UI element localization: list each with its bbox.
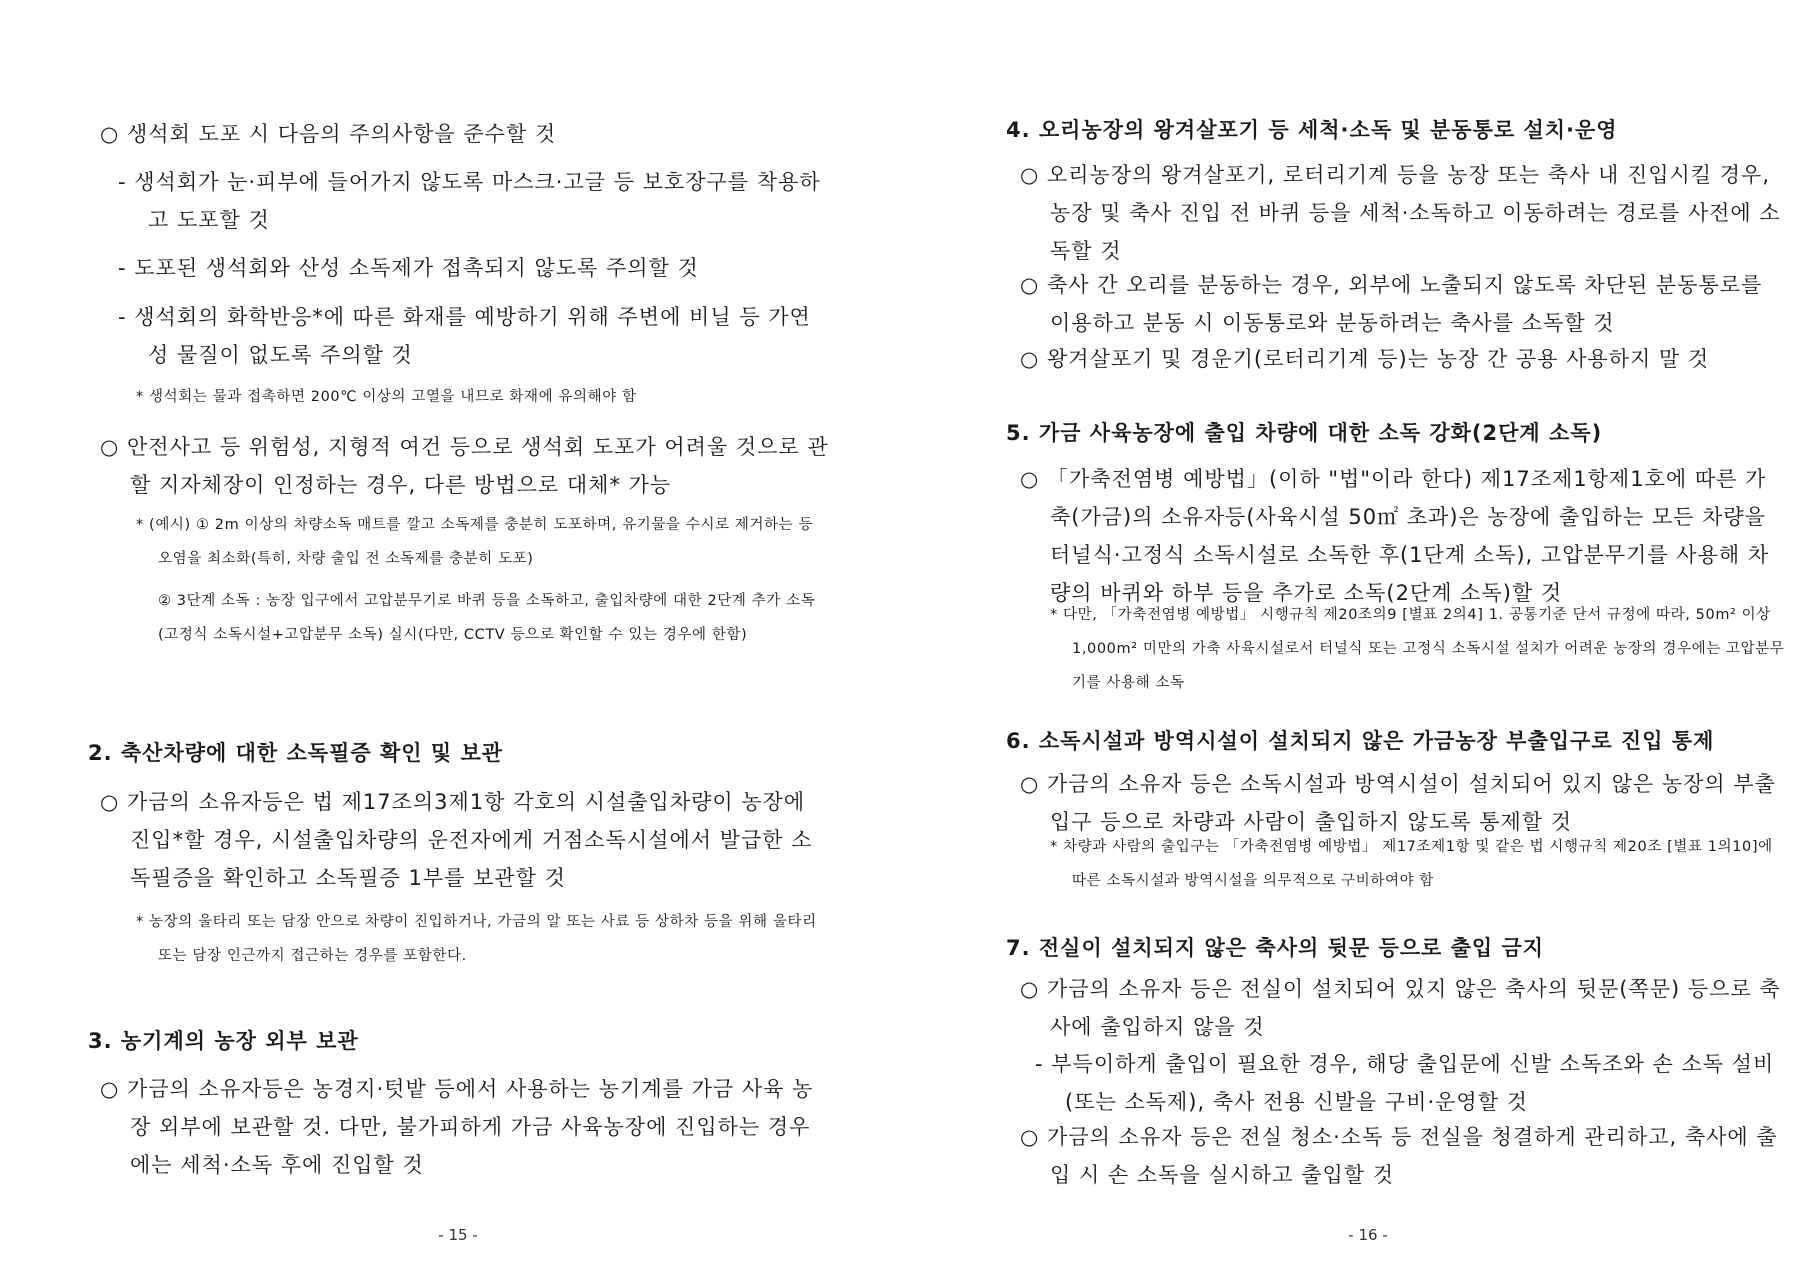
section-7-item-1: ○ 가금의 소유자 등은 전실이 설치되어 있지 않은 축사의 뒷문(쪽문) 등으로 축사에 출입하지 않을 것 [1020,977,1781,1039]
section-6-footnote: * 차량과 사람의 출입구는 「가축전염병 예방법」 제17조제1항 및 같은 법 시행규칙 제20조 [별표 1의10]에 따른 소독시설과 방역시설을 의무적으로 구비하여야 함 [1050,839,1773,889]
lime-caution-item-3: - 생석회의 화학반응*에 따른 화재를 예방하기 위해 주변에 비닐 등 가연성 물질이 없도록 주의할 것 [118,305,811,367]
lime-caution-item-1: - 생석회가 눈·피부에 들어가지 않도록 마스크·고글 등 보호장구를 착용하고 도포할 것 [118,170,821,232]
section-3-heading: 3. 농기계의 농장 외부 보관 [88,1029,359,1053]
alternative-footnote-2: ② 3단계 소독 : 농장 입구에서 고압분무기로 바퀴 등을 소독하고, 출입차량에 대한 2단계 추가 소독(고정식 소독시설+고압분무 소독) 실시(다만, CCTV 등으로 확인할 수 있는 경우에 한함) [158,593,816,643]
section-2-text: ○ 가금의 소유자등은 법 제17조의3제1항 각호의 시설출입차량이 농장에 진입*할 경우, 시설출입차량의 운전자에게 거점소독시설에서 발급한 소독필증을 확인하고 소독필증 1부를 보관할 것 [100,790,813,890]
section-5-footnote: * 다만, 「가축전염병 예방법」 시행규칙 제20조의9 [별표 2의4] 1. 공통기준 단서 규정에 따라, 50m² 이상 1,000m² 미만의 가축 사육시설로서 터널식 또는 고정식 소독시설 설치가 어려운 농장의 경우에는 고압분무기를 사용해 소독 [1050,607,1785,691]
section-4-item-1: ○ 오리농장의 왕겨살포기, 로터리기계 등을 농장 또는 축사 내 진입시킬 경우, 농장 및 축사 진입 전 바퀴 등을 세척·소독하고 이동하려는 경로를 사전에 소독할 것 [1020,163,1781,263]
section-4-heading: 4. 오리농장의 왕겨살포기 등 세척·소독 및 분동통로 설치·운영 [1006,118,1618,142]
lime-caution-item-2: - 도포된 생석회와 산성 소독제가 접촉되지 않도록 주의할 것 [118,256,699,280]
section-2-footnote: * 농장의 울타리 또는 담장 안으로 차량이 진입하거나, 가금의 알 또는 사료 등 상하차 등을 위해 울타리 또는 담장 인근까지 접근하는 경우를 포함한다. [136,914,817,964]
lime-footnote: * 생석회는 물과 접촉하면 200℃ 이상의 고열을 내므로 화재에 유의해야 함 [136,389,637,405]
section-5-heading: 5. 가금 사육농장에 출입 차량에 대한 소독 강화(2단계 소독) [1006,421,1603,445]
page-number-16: - 16 - [1348,1226,1388,1244]
section-6-text: ○ 가금의 소유자 등은 소독시설과 방역시설이 설치되어 있지 않은 농장의 부출입구 등으로 차량과 사람이 출입하지 않도록 통제할 것 [1020,772,1776,834]
section-4-item-2: ○ 축사 간 오리를 분동하는 경우, 외부에 노출되지 않도록 차단된 분동통로를 이용하고 분동 시 이동통로와 분동하려는 축사를 소독할 것 [1020,273,1763,335]
alternative-method-text: ○ 안전사고 등 위험성, 지형적 여건 등으로 생석회 도포가 어려울 것으로 관할 지자체장이 인정하는 경우, 다른 방법으로 대체* 가능 [100,435,829,497]
section-3-text: ○ 가금의 소유자등은 농경지·텃밭 등에서 사용하는 농기계를 가금 사육 농장 외부에 보관할 것. 다만, 불가피하게 가금 사육농장에 진입하는 경우에는 세척·소독 후에 진입할 것 [100,1077,814,1177]
section-5-text: ○ 「가축전염병 예방법」(이하 "법"이라 한다) 제17조제1항제1호에 따른 가축(가금)의 소유자등(사육시설 50㎡ 초과)은 농장에 출입하는 모든 차량을 터널식·고정식 소독시설로 소독한 후(1단계 소독), 고압분무기를 사용해 차량의 바퀴와 하부 등을 추가로 소독(2단계 소독)할 것 [1020,467,1770,605]
lime-caution-intro: ○ 생석회 도포 시 다음의 주의사항을 준수할 것 [100,122,557,146]
right-page [910,0,1820,1286]
section-2-heading: 2. 축산차량에 대한 소독필증 확인 및 보관 [88,741,504,765]
page-number-15: - 15 - [438,1226,478,1244]
section-6-heading: 6. 소독시설과 방역시설이 설치되지 않은 가금농장 부출입구로 진입 통제 [1006,729,1715,753]
section-7-sub-item: - 부득이하게 출입이 필요한 경우, 해당 출입문에 신발 소독조와 손 소독 설비(또는 소독제), 축사 전용 신발을 구비·운영할 것 [1035,1052,1775,1114]
section-4-item-3: ○ 왕겨살포기 및 경운기(로터리기계 등)는 농장 간 공용 사용하지 말 것 [1020,347,1710,371]
section-7-heading: 7. 전실이 설치되지 않은 축사의 뒷문 등으로 출입 금지 [1006,936,1545,960]
section-7-item-2: ○ 가금의 소유자 등은 전실 청소·소독 등 전실을 청결하게 관리하고, 축사에 출입 시 손 소독을 실시하고 출입할 것 [1020,1125,1778,1187]
alternative-footnote-1: * (예시) ① 2m 이상의 차량소독 매트를 깔고 소독제를 충분히 도포하며, 유기물을 수시로 제거하는 등 오염을 최소화(특히, 차량 출입 전 소독제를 충분히 도포) [136,517,814,567]
